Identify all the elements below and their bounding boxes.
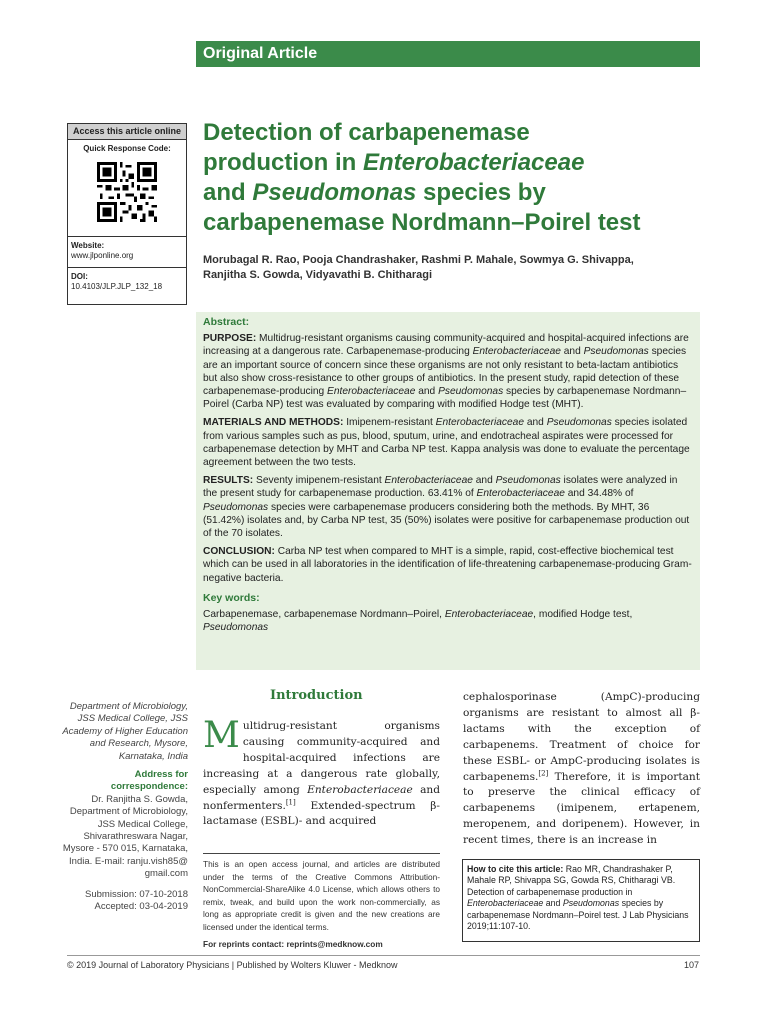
license-notice: This is an open access journal, and articles are distributed under the terms of the Creative Commons Attribution-NonCommercial-ShareAlike 4.0 License, which allows others to remix, tweak, and build upon the work non-commercially, as long as appropriate credit is given and the new creations are licensed under the identical terms. For reprints contact: reprints@medknow.com [203, 853, 440, 950]
correspondence-heading: Address for correspondence: [110, 769, 188, 793]
abstract-results: RESULTS: Seventy imipenem-resistant Enterobacteriaceae and Pseudomonas isolates were analyzed in the present study for carbapenemase production. 63.41% of Enterobacteriaceae and 34.48% of Pseudomonas species were carbapenemase producers considering both the methods. By MHT, 36 (51.42%) isolates and, by Carba NP test, 35 (50%) isolates were positive for carbapenemase production out of the 70 isolates. [203, 475, 690, 540]
correspondence-address: Dr. Ranjitha S. Gowda, Department of Microbiology, JSS Medical College, Shivarathreswara Nagar, Mysore - 570 015, Karnataka, India. E-mail: ranju.vish85@ gmail.com [62, 793, 188, 880]
affiliation-block [62, 701, 188, 914]
page-number: 107 [684, 960, 700, 970]
doi-label: DOI: [71, 272, 88, 281]
abstract-methods: MATERIALS AND METHODS: Imipenem-resistant Enterobacteriaceae and Pseudomonas species isolated from various samples such as pus, blood, sputum, urine, and endotracheal aspirates were processed for carbapenemase detection by MHT and Carba NP test. Kappa analysis was done to evaluate the percentage agreement between the two tests. [203, 417, 690, 469]
keywords-heading: Key words: [203, 591, 260, 604]
drop-cap: M [203, 715, 240, 756]
footer-divider [67, 955, 700, 956]
website-row [68, 237, 186, 261]
website-label: Website: [71, 241, 105, 250]
qr-code-icon[interactable] [97, 162, 157, 222]
keywords-list: Carbapenemase, carbapenemase Nordmann–Poirel, Enterobacteriaceae, modified Hodge test, Pseudomonas [203, 609, 633, 634]
department: Department of Microbiology, JSS Medical College, JSS Academy of Higher Education and Research, Mysore, Karnataka, India [62, 701, 188, 762]
article-title: Detection of carbapenemase production in Enterobacteriaceae and Pseudomonas species by carbapenemase Nordmann–Poirel test [203, 119, 641, 236]
article-type-banner [196, 41, 700, 67]
reprints-contact: For reprints contact: reprints@medknow.com [203, 938, 383, 949]
author-list: Morubagal R. Rao, Pooja Chandrashaker, Rashmi P. Mahale, Sowmya G. Shivappa, Ranjitha S. Gowda, Vidyavathi B. Chitharagi [203, 254, 634, 281]
abstract-heading: Abstract: [203, 316, 250, 328]
abstract-conclusion: CONCLUSION: Carba NP test when compared to MHT is a simple, rapid, cost-effective biochemical test which can be used in all laboratories in the identification of life-threatening carbapenemase-producing Gram-negative bacteria. [203, 546, 692, 584]
website-link[interactable]: www.jlponline.org [71, 251, 134, 260]
introduction-heading: Introduction [270, 688, 363, 703]
doi-value[interactable]: 10.4103/JLP.JLP_132_18 [71, 282, 163, 291]
qr-label: Quick Response Code: [83, 144, 171, 153]
abstract-purpose: PURPOSE: Multidrug-resistant organisms causing community-acquired and hospital-acquired infections are increasing at a dangerous rate. Carbapenemase-producing Enterobacteriaceae and Pseudomonas species are an important source of concern since these organisms are not only resistant to beta-lactam antibiotics but also show cross-resistance to other groups of antibiotics. In the present study, rapid detection of these carbapenemase-producing Enterobacteriaceae and Pseudomonas species by carbapenemase Nordmann–Poirel (Carba NP) test was evaluated by comparing with modified Hodge test (MHT). [203, 333, 689, 411]
intro-column-2: cephalosporinase (AmpC)-producing organisms are resistant to almost all β-lactams with the exception of carbapenems. Treatment of choice for these ESBL- or AmpC-producing isolates is carbapenems.[2] Therefore, it is important to preserve the clinical efficacy of carbapenems (imipenem, ertapenem, meropenem, and doripenem). However, in recent times, there is an increase in [463, 691, 700, 847]
intro-column-1: Multidrug-resistant organisms causing community-acquired and hospital-acquired infections are increasing at a dangerous rate globally, especially among Enterobacteriaceae and nonfermenters.[1] Extended-spectrum β-lactamase (ESBL)- and acquired [203, 715, 440, 828]
citation-box: How to cite this article: Rao MR, Chandrashaker P, Mahale RP, Shivappa SG, Gowda RS, Chitharagi VB. Detection of carbapenemase production in Enterobacteriaceae and Pseudomonas species by carbapenemase Nordmann–Poirel test. J Lab Physicians 2019;11:107-10. [462, 859, 700, 942]
abstract-box [196, 312, 700, 670]
citation-label: How to cite this article: [467, 864, 564, 874]
access-online-heading: Access this article online [68, 124, 186, 140]
accepted-date: Accepted: 03-04-2019 [94, 901, 188, 913]
submission-date: Submission: 07-10-2018 [85, 888, 188, 900]
footer-copyright: © 2019 Journal of Laboratory Physicians | Published by Wolters Kluwer - Medknow [67, 960, 398, 970]
doi-row [68, 268, 186, 292]
article-type-label: Original Article [203, 45, 318, 62]
access-online-box [67, 123, 187, 305]
